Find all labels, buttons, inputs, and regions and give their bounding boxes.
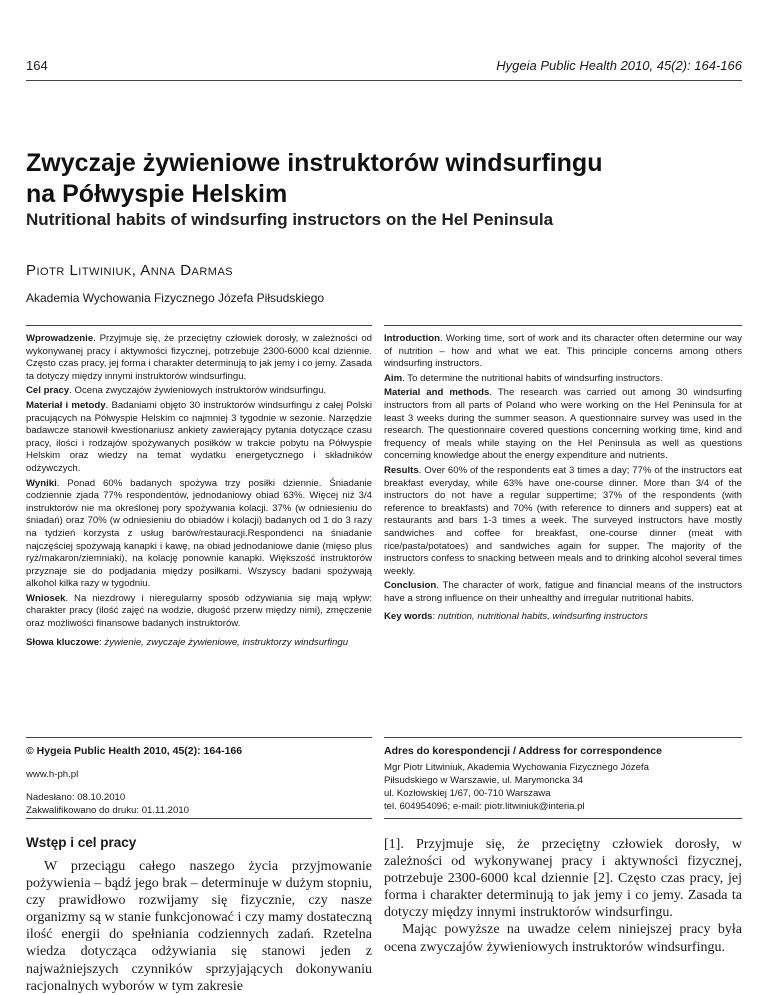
running-header xyxy=(26,58,742,78)
correspondence-contact: tel. 604954096; e-mail: piotr.litwiniuk@interia.pl xyxy=(384,801,585,812)
correspondence xyxy=(384,745,742,813)
correspondence-line: Mgr Piotr Litwiniuk, Akademia Wychowania Fizycznego Józefa xyxy=(384,762,649,773)
body-paragraph: [1]. Przyjmuje się, że przeciętny człowiek dorosły, w zależności od wykonywanej pracy i aktywności fizycznej, potrzebuje 2300-6000 kcal dziennie [2]. Często czas pracy, jej forma i charakter determinują to jak jemy i co jemy. Zasada ta dotyczy między innymi instruktorów windsurfingu. xyxy=(384,837,742,921)
abstract-en-conclusion: Conclusion. The character of work, fatigue and financial means of the instructors have a strong influence on their unhealthy and irregular nutritional habits. xyxy=(384,580,742,604)
abstract-pl-aim: Cel pracy. Ocena zwyczajów żywieniowych instruktorów windsurfingu. xyxy=(26,385,327,397)
correspondence-line: ul. Kozłowskiej 1/67, 00-710 Warszawa xyxy=(384,788,551,799)
abstract-en-methods: Material and methods. The research was carried out among 30 windsurfing instructors from all parts of Poland who were working on the Hel Peninsula for at least 3 weeks during the summer season. A questionnaire survey was used in the research. The questionnaire covered questions concerning working time, kind and frequency of meals while staying on the Hel Peninsula as well as questions concerning knowledge about the energy expenditure and nutrients. xyxy=(384,387,742,462)
body-text-right xyxy=(384,836,742,956)
abstract-en-aim: Aim. To determine the nutritional habits of windsurfing instructors. xyxy=(384,372,663,384)
section-heading: Wstęp i cel pracy xyxy=(26,835,137,850)
abstract-pl xyxy=(26,333,372,651)
received-date: Nadesłano: 08.10.2010 xyxy=(26,792,126,803)
body-text-left xyxy=(26,858,372,995)
website-link[interactable]: www.h-ph.pl xyxy=(26,769,79,780)
abstract-pl-top-rule xyxy=(26,325,372,326)
meta-right-bottom-rule xyxy=(384,818,742,819)
correspondence-line: Piłsudskiego w Warszawie, ul. Marymoncka 34 xyxy=(384,775,584,786)
abstract-en-results: Results. Over 60% of the respondents eat 3 times a day; 77% of the instructors eat breakfast everyday, while 63% have one-course dinner. More than 3/4 of the instructors do not have a regular suppertime; 37% of the respondents (with reference to breakfasts) and 70% (with reference to dinners and suppers) eat at restaurants and bars 1-3 times a week. The surveyed instructors have mostly sandwiches and coffee for breakfast, one-course dinner (meat with rice/pasta/potatoes) and sandwiches again for supper. The majority of the instructors confess to snacking between meals and to drinking alcohol several times weekly. xyxy=(384,464,742,577)
abstract-pl-methods: Materiał i metody. Badaniami objęto 30 instruktorów windsurfingu z całej Polski pracujących na Półwyspie Helskim co najmniej 3 tygodnie w sezonie. Narzędzie badawcze stanowił kwestionariusz ankiety zawierający pytania dotyczące czasu pracy, ilości i rodzajów spożywanych posiłków w trakcie pobytu na Półwyspie Helskim oraz wiedzy na temat wydatku energetycznego i składników odżywczych. xyxy=(26,399,372,474)
header-divider xyxy=(26,80,742,81)
keywords-en: Key words: nutrition, nutritional habits, windsurfing instructors xyxy=(384,611,648,623)
article-title-en: Nutritional habits of windsurfing instructors on the Hel Peninsula xyxy=(26,210,554,229)
journal-citation: Hygeia Public Health 2010, 45(2): 164-166 xyxy=(496,58,742,73)
article-metadata xyxy=(26,745,372,817)
body-paragraph: Mając powyższe na uwadze celem niniejszej pracy była ocena zwyczajów żywieniowych instruktorów windsurfingu. xyxy=(384,922,742,955)
keywords-pl: Słowa kluczowe: żywienie, zwyczaje żywieniowe, instruktorzy windsurfingu xyxy=(26,636,349,648)
affiliation: Akademia Wychowania Fizycznego Józefa Piłsudskiego xyxy=(26,291,325,305)
correspondence-heading: Adres do korespondencji / Address for correspondence xyxy=(384,745,662,757)
title-line-2: na Półwyspie Helskim xyxy=(26,180,288,208)
meta-left-top-rule xyxy=(26,737,372,738)
abstract-en-introduction: Introduction. Working time, sort of work and its character often determine our way of nutrition – how and what we eat. This principle concerns among others windsurfing instructors. xyxy=(384,333,742,370)
abstract-pl-introduction: Wprowadzenie. Przyjmuje się, że przeciętny człowiek dorosły, w zależności od wykonywanej pracy i aktywności fizycznej, potrzebuje 2300-6000 kcal dziennie. Często czas pracy, jej forma i charakter determinują to jak jemy i co jemy. Zasada ta dotyczy między innymi instruktorów windsurfingu. xyxy=(26,333,372,382)
title-line-1: Zwyczaje żywieniowe instruktorów windsurfingu xyxy=(26,149,603,177)
abstract-en-top-rule xyxy=(384,325,742,326)
abstract-en xyxy=(384,333,742,626)
body-paragraph: W przeciągu całego naszego życia przyjmowanie pożywienia – bądź jego brak – determinuje w dużym stopniu, czy prawidłowo rozwijamy się fizycznie, czy nasze organizmy są w stanie funkcjonować i czy mamy dostateczną ilość energii do spełniania codziennych zadań. Rzetelna wiedza dotycząca odżywiania się stanowi jeden z najważniejszych czynników sprzyjających dokonywaniu racjonalnych wyborów w tym zakresie xyxy=(26,859,372,994)
authors: Piotr Litwiniuk, Anna Darmas xyxy=(26,262,234,279)
abstract-pl-conclusion: Wniosek. Na niezdrowy i nieregularny sposób odżywiania się mają wpływ: charakter pracy (ilość zajęć na wodzie, długość przerw między nimi), zmęczenie oraz możliwości finansowe badanych instruktorów. xyxy=(26,592,372,630)
accepted-date: Zakwalifikowano do druku: 01.11.2010 xyxy=(26,805,190,816)
meta-left-bottom-rule xyxy=(26,818,372,819)
meta-right-top-rule xyxy=(384,737,742,738)
page-number: 164 xyxy=(26,58,48,73)
article-title-pl xyxy=(26,148,746,210)
copyright: © Hygeia Public Health 2010, 45(2): 164-166 xyxy=(26,745,243,757)
abstract-pl-results: Wyniki. Ponad 60% badanych spożywa trzy posiłki dziennie. Śniadanie codziennie zjada 77% respondentów, jednodaniowy obiad 63%. Więcej niż 3/4 instruktorów nie ma określonej pory spożywania kolacji. 37% (w odniesieniu do śniadań) oraz 70% (w odniesieniu do obiadów i kolacji) badanych od 1 do 3 razy na tydzień korzysta z usług barów/restauracji.Respondenci na śniadanie najczęściej spożywają kanapki i kawę, na obiad jednodaniowe danie (mięso plus ryż/makaron/ziemniaki), na kolację ponownie kanapki. Większość instruktorów przyznaje sie do podjadania między posiłkami. Wszyscy badani spożywają alkohol kilka razy w tygodniu. xyxy=(26,477,372,590)
